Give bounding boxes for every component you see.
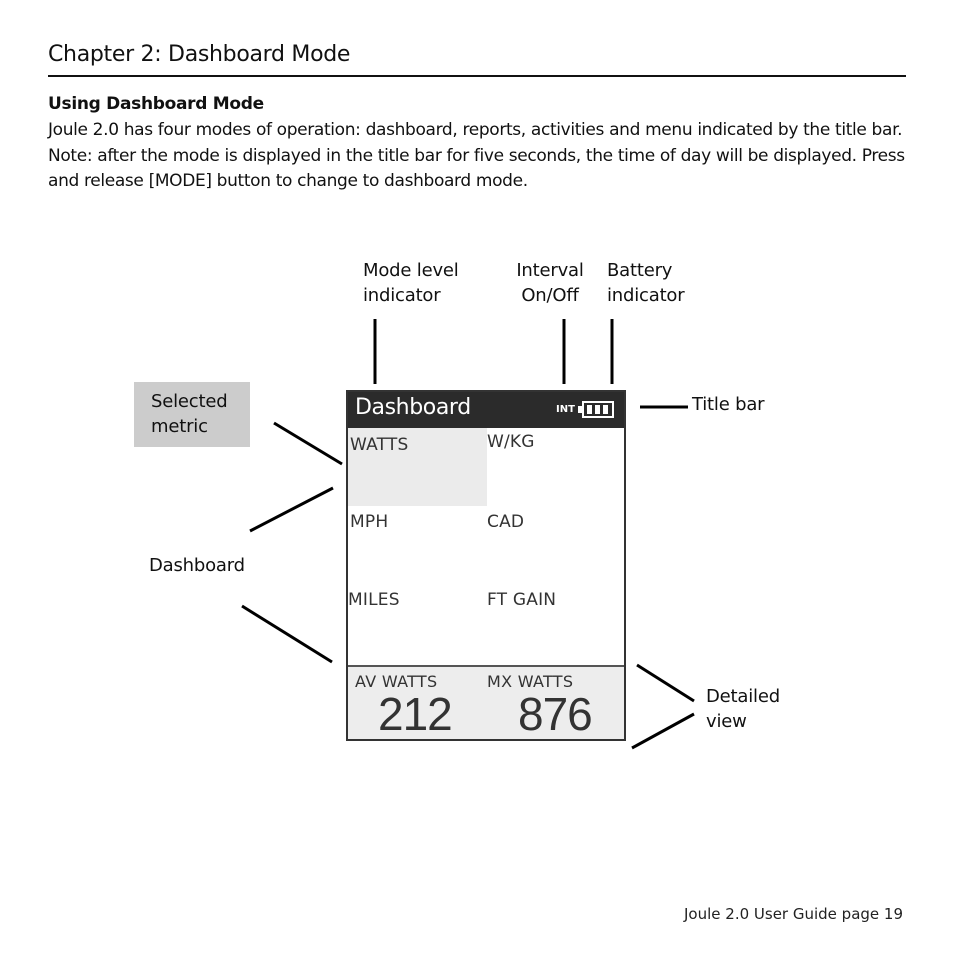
- battery-terminal: [578, 406, 582, 413]
- detail-label-mx-watts: MX WATTS: [487, 672, 574, 691]
- device-screen: [346, 390, 626, 741]
- battery-segment: [603, 405, 608, 414]
- metric-cad[interactable]: CAD: [487, 512, 525, 532]
- callout-interval: Interval On/Off: [516, 260, 584, 306]
- metric-miles[interactable]: MILES: [348, 590, 400, 610]
- interval-indicator: INT: [556, 404, 575, 415]
- callout-title-bar: Title bar: [692, 394, 765, 415]
- leader-detailed-top: [637, 665, 694, 701]
- detailed-view-panel: [348, 665, 624, 739]
- callout-selected-metric: Selected metric: [151, 391, 228, 437]
- page-footer: Joule 2.0 User Guide page 19: [684, 905, 903, 923]
- battery-segment: [587, 405, 592, 414]
- leader-dashboard-bottom: [242, 606, 332, 662]
- section-heading: Using Dashboard Mode: [48, 94, 264, 114]
- callout-dashboard: Dashboard: [149, 555, 245, 576]
- detail-value-av-watts: 212: [378, 688, 452, 740]
- battery-icon: [582, 401, 614, 418]
- detail-label-av-watts: AV WATTS: [355, 672, 438, 691]
- leader-detailed-bottom: [632, 714, 694, 748]
- callout-detailed-view: Detailed view: [706, 686, 780, 732]
- leader-dashboard-top: [250, 488, 333, 531]
- detail-value-mx-watts: 876: [518, 688, 592, 740]
- title-bar-mode-label: Dashboard: [355, 395, 471, 420]
- callout-battery: Battery indicator: [607, 260, 685, 306]
- intro-paragraph: Joule 2.0 has four modes of operation: dashboard, reports, activities and menu indicated by the title bar. Note: after the mode is displayed in the title bar for five seconds, the time of day will be displayed. Press and release [MODE] button to change to dashboard mode.: [48, 120, 905, 191]
- metric-ft-gain[interactable]: FT GAIN: [487, 590, 557, 610]
- leader-selected-metric: [274, 423, 342, 464]
- chapter-title: Chapter 2: Dashboard Mode: [48, 42, 351, 67]
- metric-watts[interactable]: WATTS: [350, 435, 409, 455]
- callout-selected-metric-box: [134, 382, 250, 447]
- metric-mph[interactable]: MPH: [350, 512, 389, 532]
- metric-w-kg[interactable]: W/KG: [487, 432, 535, 452]
- title-bar: [348, 392, 624, 428]
- battery-segment: [595, 405, 600, 414]
- callout-mode-level: Mode level indicator: [363, 260, 459, 306]
